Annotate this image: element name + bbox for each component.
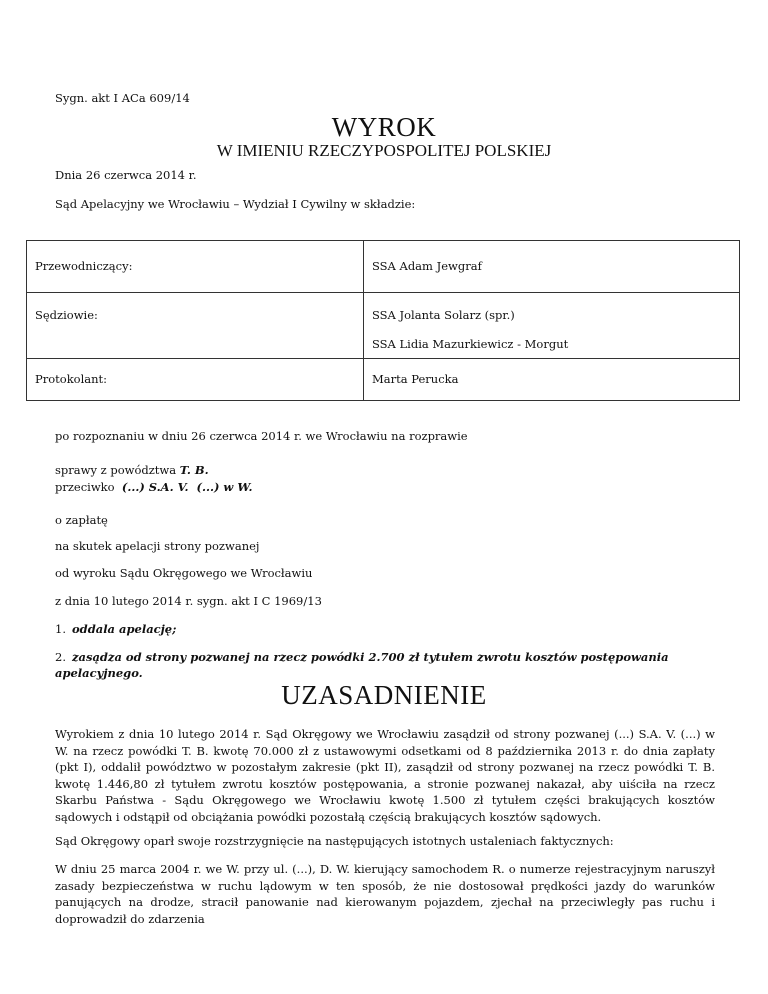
judge-name-1: SSA Jolanta Solarz (spr.) bbox=[372, 308, 515, 322]
verdict-item-1-number: 1. bbox=[55, 622, 66, 636]
judgment-subtitle: W IMIENIU RZECZYPOSPOLITEJ POLSKIEJ bbox=[216, 141, 552, 160]
judges-label: Sędziowie: bbox=[35, 308, 98, 322]
appeal-line: na skutek apelacji strony pozwanej bbox=[55, 539, 260, 553]
judge-name-2: SSA Lidia Mazurkiewicz - Morgut bbox=[372, 337, 569, 351]
plaintiff-line bbox=[55, 462, 209, 478]
court-composition-intro: Sąd Apelacyjny we Wrocławiu – Wydział I Cywilny w składzie: bbox=[55, 197, 416, 211]
clerk-label: Protokolant: bbox=[35, 372, 108, 386]
judgment-date: Dnia 26 czerwca 2014 r. bbox=[55, 168, 197, 182]
verdict-item-1 bbox=[55, 621, 715, 637]
clerk-name: Marta Perucka bbox=[372, 372, 459, 386]
plaintiff-prefix: sprawy z powództwa bbox=[55, 463, 180, 477]
lower-court-line: od wyroku Sądu Okręgowego we Wrocławiu bbox=[55, 566, 313, 580]
chair-name: SSA Adam Jewgraf bbox=[372, 259, 482, 273]
claim-subject: o zapłatę bbox=[55, 513, 108, 527]
lower-court-date-line: z dnia 10 lutego 2014 r. sygn. akt I C 1969/13 bbox=[55, 594, 322, 608]
bench-row-judges bbox=[27, 293, 740, 359]
justification-paragraph-2: Sąd Okręgowy oparł swoje rozstrzygnięcie na następujących istotnych ustaleniach faktycznych: bbox=[55, 834, 614, 848]
verdict-item-1-text: oddala apelację; bbox=[71, 622, 177, 636]
justification-paragraph-3: W dniu 25 marca 2004 r. we W. przy ul. (...), D. W. kierujący samochodem R. o numerze rejestracyjnym naruszył zasady bezpieczeństwa w ruchu lądowym w ten sposób, że nie dostosował prędkości jazdy do warunków panujących na drodze, stracił panowanie nad kierowanym pojazdem, zjechał na przeciwległy pas ruchu i doprowadził do zdarzenia bbox=[55, 862, 715, 926]
judgment-title: WYROK bbox=[331, 112, 437, 142]
verdict-item-2-number: 2. bbox=[55, 650, 66, 664]
case-number: Sygn. akt I ACa 609/14 bbox=[55, 91, 190, 105]
chair-label: Przewodniczący: bbox=[35, 259, 133, 273]
verdict-item-2 bbox=[55, 649, 715, 681]
justification-title: UZASADNIENIE bbox=[281, 680, 487, 710]
defendant-line bbox=[55, 479, 252, 495]
bench-row-clerk bbox=[27, 359, 740, 401]
bench-table bbox=[26, 240, 740, 401]
hearing-line: po rozpoznaniu w dniu 26 czerwca 2014 r. we Wrocławiu na rozprawie bbox=[55, 429, 468, 443]
justification-paragraph-1: Wyrokiem z dnia 10 lutego 2014 r. Sąd Okręgowy we Wrocławiu zasądził od strony pozwanej (...) S.A. V. (...) w W. na rzecz powódki T. B. kwotę 70.000 zł z ustawowymi odsetkami od 8 października 2013 r. do dnia zapłaty (pkt I), oddalił powództwo w pozostałym zakresie (pkt II), zasądził od strony pozwanej na rzecz powódki T. B. kwotę 1.446,80 zł tytułem zwrotu kosztów postępowania, a stronie pozwanej nakazał, aby uiściła na rzecz Skarbu Państwa - Sądu Okręgowego we Wrocławiu kwotę 1.500 zł tytułem części brakujących kosztów sądowych i odstąpił od obciążania powódki pozostałą częścią brakujących kosztów sądowych. bbox=[55, 727, 715, 824]
defendant-name: (...) S.A. V. (...) w W. bbox=[121, 480, 253, 494]
bench-row-chair bbox=[27, 241, 740, 293]
verdict-item-2-text: zasądza od strony pozwanej na rzecz powódki 2.700 zł tytułem zwrotu kosztów postępowania apelacyjnego. bbox=[55, 650, 669, 680]
defendant-prefix: przeciwko bbox=[55, 480, 122, 494]
plaintiff-name: T. B. bbox=[179, 463, 209, 477]
